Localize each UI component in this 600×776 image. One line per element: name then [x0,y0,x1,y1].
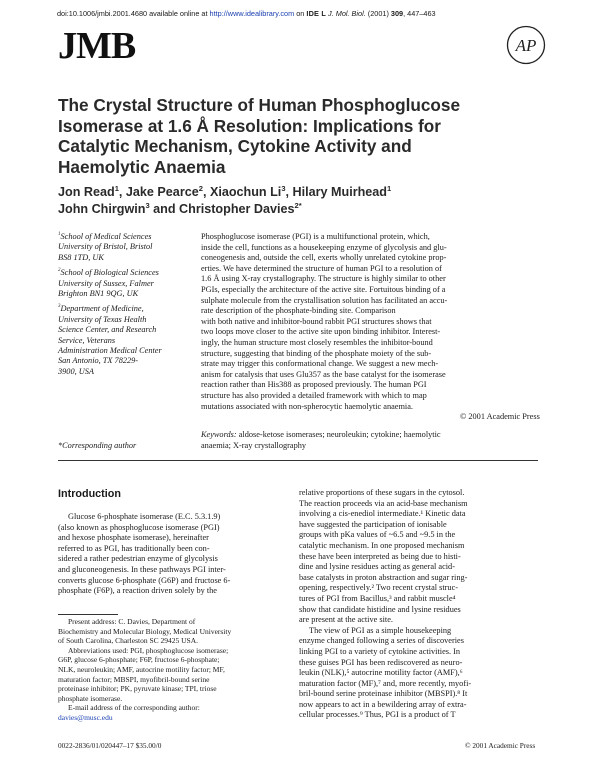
body-line: converts glucose 6-phosphate (G6P) and fructose 6- [58,575,231,585]
author-list: Jon Read$^1$, Jake Pearce$^2$, Xiaochun Li$^3$, Hilary Muirhead$^1$ John Chirgwin$^3$ and Christopher Davies$^{2*}$ [58,183,392,216]
footnotes [58,617,286,723]
body-line: and gluconeogenesis. In these pathways PGI inter- [58,564,226,574]
body-line: base catalysts in proton abstraction and sugar ring- [299,572,468,582]
abstract [201,232,521,412]
author-affiliation-mark: 1 [114,183,119,193]
affiliation-line: School of Biological Sciences [60,268,159,278]
abstract-line: reaction rather than His388 as proposed previously. The human PGI [201,380,427,390]
body-line: show that candidate histidine and lysine residues [299,604,461,614]
body-line: linking PGI to a variety of cytokine activities. In [299,646,461,656]
footnote-line: proteinase inhibitor; PK, pyruvate kinase; TPI, triose [58,684,217,694]
keywords-text: aldose-ketose isomerases; neuroleukin; cytokine; haemolytic [238,430,441,439]
ideal-library-link[interactable]: http://www.idealibrary.com [209,9,295,18]
body-line: bril-bound serine proteinase inhibitor (MBSPI).⁸ It [299,689,468,699]
author-name: Hilary Muirhead [292,185,387,199]
body-line: sidered a rather pedestrian enzyme of glycolysis [58,554,218,564]
footnote-line: phosphate isomerase. [58,693,123,703]
abstract-line: Phosphoglucose isomerase (PGI) is a multifunctional protein, which, [201,232,430,241]
abstract-line: mutations associated with non-spherocytic haemolytic anaemia. [201,401,413,411]
abstract-line: structure has also provided a detailed framework with which to map [201,390,427,400]
body-line: are present at the active site. [299,615,393,625]
abstract-line: erties. We have determined the structure of human PGI to a resolution of [201,263,442,273]
footnote-line: G6P, glucose 6-phosphate; F6P, fructose 6-phosphate; [58,655,220,665]
affiliation-line: Department of Medicine, [60,304,144,314]
affiliations [58,232,198,382]
footnote-line: Biochemistry and Molecular Biology, Medical University [58,626,232,636]
on-text: on [296,9,305,18]
body-line: Glucose 6-phosphate isomerase (E.C. 5.3.1.9) [68,512,221,521]
affiliation-line: Brighton BN1 9QG, UK [58,289,139,299]
title-line: Isomerase at 1.6 Å Resolution: Implications for [58,115,441,136]
affiliation-line: University of Sussex, Falmer [58,278,154,288]
body-line: these guises PGI has been rediscovered as neuro- [299,657,463,667]
affiliation-line: University of Texas Health [58,314,147,324]
body-line: The view of PGI as a simple housekeeping [309,625,452,635]
author-affiliation-mark: 2* [294,200,302,210]
footer-issn: 0022-2836/01/020447–17 $35.00/0 [58,741,162,750]
author-affiliation-mark: 3 [281,183,286,193]
footnote-line: Present address: C. Davies, Department of [68,617,196,626]
abstract-line: inside the cell, functions as a housekeeping enzyme of glycolysis and glu- [201,242,447,252]
footnote-line: Abbreviations used: PGI, phosphoglucose isomerase; [68,645,229,655]
running-header: doi:10.1006/jmbi.2001.4680 available online at http://www.idealibrary.com on IDE L J. Mol. Biol. (2001) 309, 447–463 [57,9,436,18]
affiliation-line: 3900, USA [58,366,94,376]
affiliation-line: San Antonio, TX 78229- [58,356,139,366]
abstract-line: sulphate molecule from the crystallisation solution has facilitated an accu- [201,295,448,305]
body-line: dine and lysine residues acting as general acid- [299,562,455,572]
keywords-label: Keywords: [201,430,237,439]
footnote-line: maturation factor; MBSPI, myofibril-bound serine [58,674,210,684]
body-line: The reaction proceeds via an acid-base mechanism [299,498,468,508]
affiliation-line: School of Medical Sciences [60,232,152,241]
title-line: The Crystal Structure of Human Phosphoglucose [58,95,461,115]
affiliation-line: Administration Medical Center [58,346,162,356]
intro-left-column [58,512,280,597]
affiliation-mark: 3 [58,304,61,310]
abstract-line: two loops move closer to the active site upon binding inhibitor. Interest- [201,327,441,337]
ideal-mark: IDE L [306,9,327,18]
journal-pages: 447–463 [407,9,436,18]
abstract-line: PGIs, especially the architecture of the active site. Fortuitous binding of a [201,284,446,294]
affiliation-line: BS8 1TD, UK [58,252,104,262]
body-line: phosphate (F6P), a reaction driven solely by the [58,586,217,596]
affiliation-line: Service, Veterans [58,335,116,345]
author-name: Christopher Davies [179,202,295,216]
affiliation-mark: 2 [58,268,61,274]
abstract-line: ingly, the human structure most closely resembles the inhibitor-bound [201,337,433,347]
body-line: opening, respectively.² Two recent crystal struc- [299,583,459,593]
title-line: Haemolytic Anaemia [58,156,226,177]
section-divider [58,460,538,461]
body-line: cellular processes.⁹ Thus, PGI is a product of T [299,710,456,720]
footnote-line: of South Carolina, Charleston SC 29425 USA. [58,636,198,646]
body-line: involving a cis-enediol intermediate.¹ Kinetic data [299,509,466,519]
author-name: John Chirgwin [58,202,146,216]
author-affiliation-mark: 2 [198,183,203,193]
journal-year: (2001) [367,9,389,18]
footnote-line: NLK, neuroleukin; AMF, autocrine motility factor; MF, [58,664,225,674]
author-affiliation-mark: 3 [145,200,150,210]
body-line: these have been interpreted as being due to histi- [299,551,461,561]
corresponding-email-link[interactable]: davies@musc.edu [58,712,113,722]
abstract-line: rate description of the phosphate-binding site. Comparison [201,306,396,316]
body-line: relative proportions of these sugars in the cytosol. [299,488,465,497]
body-line: catalytic mechanism. In one proposed mechanism [299,540,465,550]
affiliation [58,304,198,377]
abstract-line: coneogenesis and, outside the cell, exerts wholly unrelated cytokine prop- [201,253,447,263]
body-line: have suggested the participation of ionisable [299,519,447,529]
article-title [58,95,538,177]
author-name: Jake Pearce [125,185,199,199]
affiliation [58,232,198,263]
footnote-line: E-mail address of the corresponding author: [68,703,200,713]
abstract-line: 1.6 Å using X-ray crystallography. The structure is highly similar to other [201,274,446,284]
academic-press-logo-icon [506,25,546,65]
abstract-line: strate may trigger this conformational change. We suggest a new mech- [201,359,439,369]
body-line: referred to as PGI, has traditionally been con- [58,543,210,553]
author-conjunction: and [153,202,176,216]
body-line: tures of PGI from Bacillus,³ and rabbit muscle⁴ [299,593,456,603]
abstract-line: anism for catalysis that uses Glu357 as the base catalyst for the isomerase [201,369,446,379]
body-line: and hexose phosphate isomerase), hereinafter [58,533,209,543]
affiliation-line: Science Center, and Research [58,325,157,335]
affiliation-line: University of Bristol, Bristol [58,242,153,252]
doi-text: doi:10.1006/jmbi.2001.4680 available online at [57,9,208,18]
affiliation [58,268,198,299]
body-line: enzyme changed following a series of discoveries [299,636,464,646]
intro-right-column [299,488,523,721]
body-line: leukin (NLK),⁵ autocrine motility factor (AMF),⁶ [299,668,463,678]
body-line: maturation factor (MF),⁷ and, more recently, myofi- [299,678,472,688]
jmb-logo: JMB [58,25,136,67]
body-line: (also known as phosphoglucose isomerase (PGI) [58,522,220,532]
section-heading: Introduction [58,488,121,500]
journal-volume: 309 [390,9,404,18]
body-line: now appears to act in a bewildering array of extra- [299,699,467,709]
body-line: groups with pKa values of ~6.5 and ~9.5 in the [299,530,456,540]
abstract-copyright: © 2001 Academic Press [460,412,540,421]
keywords-text: anaemia; X-ray crystallography [201,440,307,450]
author-name: Jon Read [58,185,115,199]
author-affiliation-mark: 1 [387,183,392,193]
keywords [201,430,521,451]
affiliation-mark: 1 [58,232,61,238]
footer-copyright: © 2001 Academic Press [465,741,536,750]
title-line: Catalytic Mechanism, Cytokine Activity and [58,136,412,156]
author-name: Xiaochun Li [209,185,282,199]
journal-name: J. Mol. Biol. [328,9,366,18]
publisher-logo-text: AP [515,36,537,55]
corresponding-author-note: *Corresponding author [58,441,137,450]
footnote-divider [58,614,118,615]
abstract-line: with both native and inhibitor-bound rabbit PGI structures shows that [201,316,432,326]
abstract-line: structure, suggesting that binding of the phosphate moiety of the sub- [201,348,432,358]
